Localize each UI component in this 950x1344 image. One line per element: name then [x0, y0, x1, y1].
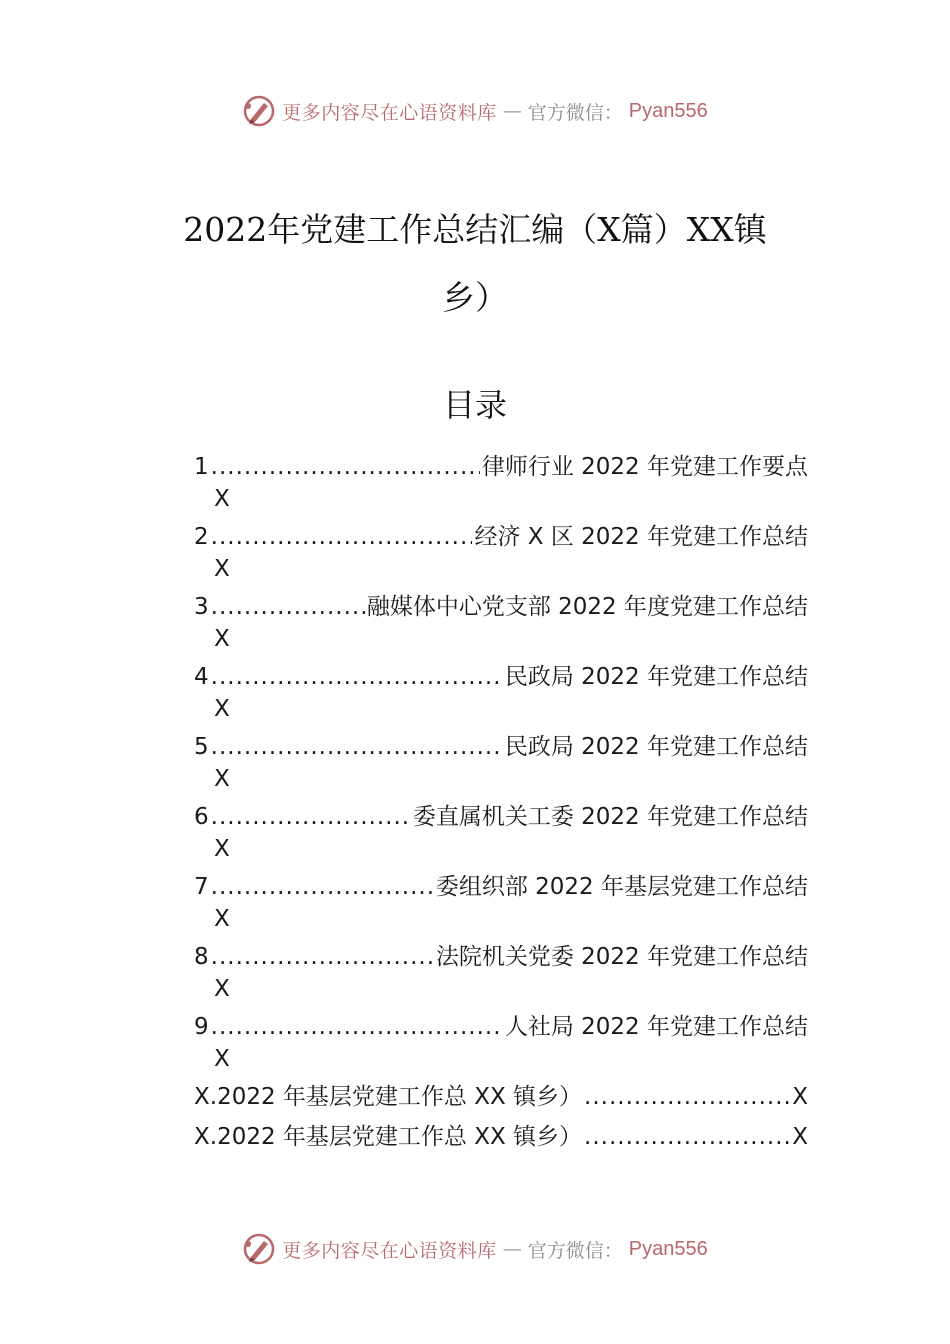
header-watermark	[0, 94, 950, 128]
toc-entry-number: 8	[194, 944, 209, 970]
toc-entry-number: 4	[194, 664, 209, 690]
toc-entry-text: 人社局 2022 年党建工作总结	[504, 1014, 808, 1040]
pen-circle-logo-icon	[242, 1232, 276, 1266]
watermark-text: 更多内容尽在心语资料库	[282, 1239, 497, 1262]
toc-entry-1[interactable]	[194, 450, 808, 520]
footer-watermark	[0, 1232, 950, 1266]
toc-entry-8[interactable]	[194, 940, 808, 1010]
toc-entry-5[interactable]	[194, 730, 808, 800]
toc-entry-page: X	[792, 1084, 808, 1110]
toc-entry-page: X	[792, 1124, 808, 1150]
watermark-label: 官方微信：	[527, 1239, 623, 1262]
watermark-separator: —	[502, 1238, 522, 1260]
toc-entry-text: 委组织部 2022 年基层党建工作总结	[435, 874, 808, 900]
toc-leader-dots	[584, 1120, 790, 1154]
toc-entry-9[interactable]	[194, 1010, 808, 1080]
toc-leader-dots	[211, 660, 503, 694]
toc-leader-dots	[211, 590, 365, 624]
watermark-label: 官方微信：	[527, 101, 623, 124]
toc-entry-number: 2	[194, 524, 209, 550]
toc-entry-number: 9	[194, 1014, 209, 1040]
toc-entry-2[interactable]	[194, 520, 808, 590]
toc-leader-dots	[584, 1080, 790, 1114]
toc-entry-text: 律师行业 2022 年党建工作要点	[481, 454, 808, 480]
toc-leader-dots	[211, 520, 473, 554]
toc-leader-dots	[211, 450, 480, 484]
watermark-id: Pyan556	[628, 1237, 708, 1260]
toc-entry-number: 1	[194, 454, 209, 480]
toc-entry-number: 6	[194, 804, 209, 830]
watermark-id: Pyan556	[628, 99, 708, 122]
toc-leader-dots	[211, 870, 434, 904]
toc-entry-7[interactable]	[194, 870, 808, 940]
toc-entry-page: X	[214, 836, 230, 862]
toc-entry-10[interactable]	[194, 1080, 808, 1120]
toc-entry-3[interactable]	[194, 590, 808, 660]
toc-entry-text: 委直属机关工委 2022 年党建工作总结	[412, 804, 808, 830]
pen-circle-logo-icon	[242, 94, 276, 128]
toc-entry-page: X	[214, 696, 230, 722]
toc-entry-page: X	[214, 766, 230, 792]
toc-entry-4[interactable]	[194, 660, 808, 730]
toc-leader-dots	[211, 730, 503, 764]
toc-heading: 目录	[442, 386, 507, 424]
toc-entry-text: 民政局 2022 年党建工作总结	[504, 664, 808, 690]
watermark-text: 更多内容尽在心语资料库	[282, 101, 497, 124]
toc-entry-page: X	[214, 976, 230, 1002]
toc-entry-number: 7	[194, 874, 209, 900]
toc-entry-6[interactable]	[194, 800, 808, 870]
toc-entry-number: 5	[194, 734, 209, 760]
toc-entry-11[interactable]	[194, 1120, 808, 1160]
document-title: 2022年党建工作总结汇编（X篇）XX镇乡）	[183, 210, 767, 317]
table-of-contents	[194, 450, 808, 1160]
toc-entry-text: 融媒体中心党支部 2022 年度党建工作总结	[366, 594, 808, 620]
toc-entry-page: X	[214, 486, 230, 512]
toc-entry-page: X	[214, 906, 230, 932]
toc-leader-dots	[211, 800, 411, 834]
toc-entry-page: X	[214, 1046, 230, 1072]
toc-entry-number: 3	[194, 594, 209, 620]
toc-leader-dots	[211, 1010, 503, 1044]
toc-entry-page: X	[214, 556, 230, 582]
toc-entry-text: 民政局 2022 年党建工作总结	[504, 734, 808, 760]
toc-entry-page: X	[214, 626, 230, 652]
toc-entry-text: 法院机关党委 2022 年党建工作总结	[435, 944, 808, 970]
watermark-separator: —	[502, 100, 522, 122]
toc-entry-text: X.2022 年基层党建工作总 XX 镇乡）	[194, 1084, 583, 1110]
toc-entry-text: X.2022 年基层党建工作总 XX 镇乡）	[194, 1124, 583, 1150]
toc-leader-dots	[211, 940, 434, 974]
toc-entry-text: 经济 X 区 2022 年党建工作总结	[474, 524, 808, 550]
